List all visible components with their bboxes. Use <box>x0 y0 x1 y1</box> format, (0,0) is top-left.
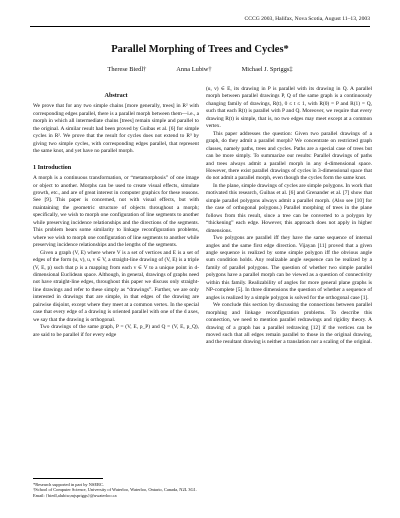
paper-title: Parallel Morphing of Trees and Cycles* <box>111 44 289 55</box>
footnote: †School of Computer Science, University of Waterloo, Waterloo, Ontario, Canada, N2L 3G1. Email: {biedl,alubiw,mjspriggs}@uwaterloo.ca <box>33 487 197 498</box>
author-name: Michael J. Spriggs‡ <box>241 66 293 73</box>
header-rule <box>30 26 370 27</box>
running-header: CCCG 2003, Halifax, Nova Scotia, August 11–13, 2003 <box>244 16 370 22</box>
author-name: Therese Biedl† <box>107 66 147 73</box>
body-paragraph: Given a graph (V, E) where where V is a set of vertices and E is a set of edges of the form (u, v), u, v ∈ V, a straight-line drawing of (V, E) is a triple (V, E, p) such that p is a mapping from each v ∈ V to a unique point in d-dimensional Euclidean space. Although, in general, drawings of graphs need not have straight-line edges, throughout this paper we discuss only straight-line drawings and refer to these simply as “drawings”. Further, we are only interested in drawings that are simple, in that edges of the drawing are pairwise disjoint, except where they meet at a common vertex. In the special case that every edge of a drawing is oriented parallel with one of the d axes, we say that the drawing is orthogonal. <box>33 249 199 323</box>
body-paragraph: In the plane, simple drawings of cycles are simple polygons. In work that motivated this research, Guibas et al. [6] and Grenander et al. [7] show that simple parallel polygons always admit a parallel morph. (Also see [10] for the case of orthogonal polygons.) Parallel morphing of trees in the plane follows from this result, since a tree can be converted to a polygon by “thickening” each edge. However, this approach does not apply in higher dimensions. <box>206 182 372 234</box>
section-heading: 1 Introduction <box>33 163 72 171</box>
footnote-rule <box>33 478 103 479</box>
abstract-text: We prove that for any two simple chains [more generally, trees] in R² with corresponding edges parallel, there is a parallel morph between them—i.e., a morph in which all intermediate chains [trees] remain simple and parallel to the original. A similar result had been proved by Guibas et al. [6] for simple cycles in R². We prove that the result for cycles does not extend to R³ by giving two simple cycles, with corresponding edges parallel, that represent the same knot, and yet have no parallel morph. <box>33 103 199 155</box>
body-paragraph: Two polygons are parallel iff they have the same sequence of internal angles and the same first edge direction. Vijayan [11] proved that a given angle sequence is realized by some simple polygon iff the obvious angle sum condition holds. Any realizable angle sequence can be realized by a family of parallel polygons. The question of whether two simple parallel polygons have a parallel morph can be viewed as a question of connectivity within this family. Realizability of angles for more general plane graphs is NP-complete [5]. In three dimensions the question of whether a sequence of angles is realized by a simple polygon is solved for the orthogonal case [1]. <box>206 235 372 301</box>
body-paragraph: We conclude this section by discussing the connections between parallel morphing and linkage reconfiguration problems. To describe this connection, we need to mention parallel redrawings and rigidity theory. A drawing of a graph has a parallel redrawing [12] if the vertices can be moved such that all edges remain parallel to those in the original drawing, and the resultant drawing is neither a translation nor a scaling of the original. <box>206 302 372 346</box>
right-column <box>206 86 372 347</box>
left-column <box>33 84 199 339</box>
body-paragraph: Two drawings of the same graph, P = (V, E, p_P) and Q = (V, E, p_Q), are said to be parallel if for every edge <box>33 324 199 338</box>
body-paragraph: A morph is a continuous transformation, or “metamorphosis” of one image or object to another. Morphs can be used to create visual effects, simulate growth, etc., and are of great interest in computer graphics for these reasons. See [9]. This paper is concerned, not with visual effects, but with maintaining the geometric structure of objects throughout a morph; specifically, we wish to morph one configuration of line segments to another while preserving incidence relationships and the directions of the segments. This problem bears some similarity to linkage reconfiguration problems, where we wish to morph one configuration of line segments to another while preserving incidence relationships and the lengths of the segments. <box>33 175 199 249</box>
footnote: *Research supported in part by NSERC. <box>33 482 104 487</box>
footnotes <box>33 478 199 498</box>
body-paragraph: (u, v) ∈ E, its drawing in P is parallel with its drawing in Q. A parallel morph between parallel drawings P, Q of the same graph is a continuously changing family of drawings, R(t), 0 ≤ t ≤ 1, with R(0) = P and R(1) = Q, such that each R(t) is parallel with P and Q. Moreover, we require that every drawing R(t) is simple, that is, no two edges may meet except at a common vertex. <box>206 86 372 130</box>
abstract-heading: Abstract <box>104 92 128 99</box>
author-list <box>0 66 400 73</box>
body-paragraph: This paper addresses the question: Given two parallel drawings of a graph, do they admit a parallel morph? We concentrate on restricted graph classes, namely paths, trees and cycles. Paths are a special case of trees but can be more simply. To summarize our results: Parallel drawings of paths and trees always admit a parallel morph in any d-dimensional space. However, there exist parallel drawings of cycles in 3-dimensional space that do not admit a parallel morph, even though the cycles form the same knot. <box>206 130 372 182</box>
author-name: Anna Lubiw† <box>176 66 212 73</box>
abstract-section <box>33 92 199 156</box>
